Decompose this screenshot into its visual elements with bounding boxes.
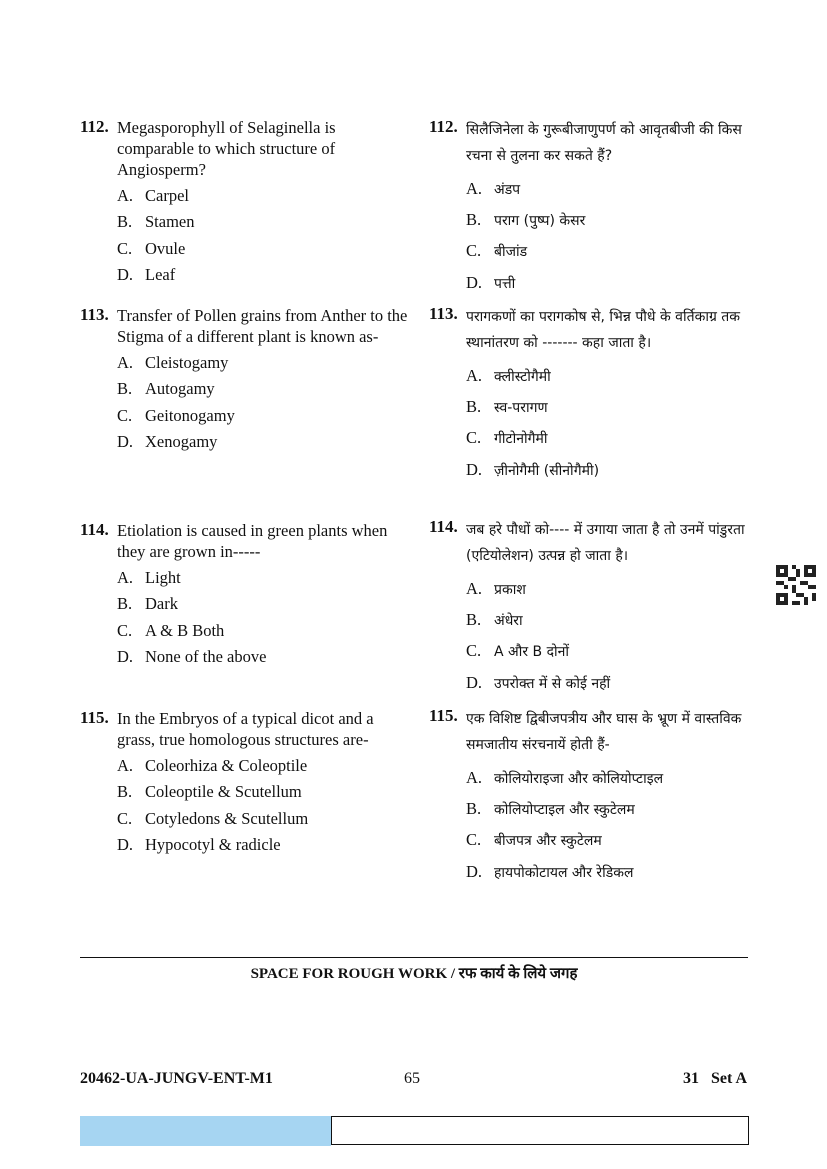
option: D. Leaf [117, 264, 176, 284]
option: B. पराग (पुष्प) केसर [466, 210, 586, 230]
question-115-hi [429, 706, 749, 888]
option: A. Carpel [117, 186, 189, 205]
question-text: Megasporophyll of Selaginella is comparable to which structure of Angiosperm? [117, 118, 336, 179]
question-text: जब हरे पौधों को---- में उगाया जाता है तो उनमें पांडुरता (एटियोलेशन) उत्पन्न हो जाता है। [466, 522, 745, 564]
options-list [466, 574, 749, 699]
option: C. गीटोनोगैमी [466, 428, 548, 448]
question-text: एक विशिष्ट द्विबीजपत्रीय और घास के भ्रूण में वास्तविक समजातीय संरचनायें होती हैं- [466, 711, 742, 753]
option: C. Cotyledons & Scutellum [117, 808, 309, 828]
option: B. Coleoptile & Scutellum [117, 782, 302, 802]
question-112-hi [429, 117, 749, 299]
question-115-en [80, 708, 410, 858]
option: D. Hypocotyl & radicle [117, 834, 281, 854]
option: A. Coleorhiza & Coleoptile [117, 756, 308, 775]
option: B. Dark [117, 594, 178, 614]
question-number: 115. [80, 708, 109, 727]
option: C. Ovule [117, 238, 186, 258]
option: A. क्लीस्टोगैमी [466, 366, 551, 385]
option: C. A & B Both [117, 620, 225, 640]
question-114-en [80, 520, 410, 670]
option: D. ज़ीनोगैमी (सीनोगैमी) [466, 459, 600, 479]
question-number: 113. [80, 305, 109, 324]
options-list [117, 183, 410, 288]
divider-line [80, 957, 748, 958]
paper-code: 20462-UA-JUNGV-ENT-M1 [80, 1070, 273, 1087]
question-text: सिलैजिनेला के गुरूबीजाणुपर्ण को आवृतबीजी की किस रचना से तुलना कर सकते हैं? [466, 122, 742, 164]
option: B. अंधेरा [466, 610, 523, 630]
question-number: 112. [429, 117, 458, 136]
option: B. कोलियोप्टाइल और स्कुटेलम [466, 799, 635, 819]
options-list [117, 350, 410, 455]
rough-work-label: SPACE FOR ROUGH WORK / रफ कार्य के लिये जगह [250, 966, 578, 982]
question-number: 112. [80, 117, 109, 136]
qr-code-icon [776, 565, 816, 605]
question-113-hi [429, 304, 749, 486]
question-number: 114. [429, 517, 458, 536]
option: C. बीजपत्र और स्कुटेलम [466, 830, 602, 850]
options-list [466, 174, 749, 299]
option: B. Stamen [117, 212, 195, 232]
option: D. हायपोकोटायल और रेडिकल [466, 861, 634, 881]
option: A. Light [117, 568, 181, 587]
option: B. Autogamy [117, 379, 215, 399]
question-text: परागकणों का परागकोष से, भिन्न पौधे के वर्तिकाग्र तक स्थानांतरण को ------- कहा जाता है। [466, 309, 741, 351]
question-text: Etiolation is caused in green plants when they are grown in----- [117, 521, 388, 561]
option: D. None of the above [117, 646, 267, 666]
question-number: 113. [429, 304, 458, 323]
footer-box [331, 1116, 749, 1145]
option: A. प्रकाश [466, 579, 526, 598]
options-list [117, 565, 410, 670]
option: C. बीजांड [466, 241, 528, 261]
question-number: 115. [429, 706, 458, 725]
option: C. Geitonogamy [117, 405, 235, 425]
question-number: 114. [80, 520, 109, 539]
question-113-en [80, 305, 410, 455]
option: D. पत्ती [466, 272, 516, 292]
option: C. A और B दोनों [466, 641, 570, 661]
option: D. उपरोक्त में से कोई नहीं [466, 672, 611, 692]
question-text: In the Embryos of a typical dicot and a grass, true homologous structures are- [117, 709, 374, 749]
option: B. स्व-परागण [466, 397, 548, 417]
options-list [466, 361, 749, 486]
question-112-en [80, 117, 410, 288]
question-114-hi [429, 517, 749, 699]
option: D. Xenogamy [117, 431, 218, 451]
page-number: 65 [404, 1070, 420, 1087]
option: A. अंडप [466, 179, 521, 198]
options-list [466, 763, 749, 888]
option: A. कोलियोराइजा और कोलियोप्टाइल [466, 768, 664, 787]
footer-blue-bar [80, 1116, 331, 1146]
option: A. Cleistogamy [117, 353, 229, 372]
options-list [117, 753, 410, 858]
question-text: Transfer of Pollen grains from Anther to the Stigma of a different plant is known as- [117, 306, 408, 346]
set-label: 31 Set A [683, 1070, 747, 1087]
